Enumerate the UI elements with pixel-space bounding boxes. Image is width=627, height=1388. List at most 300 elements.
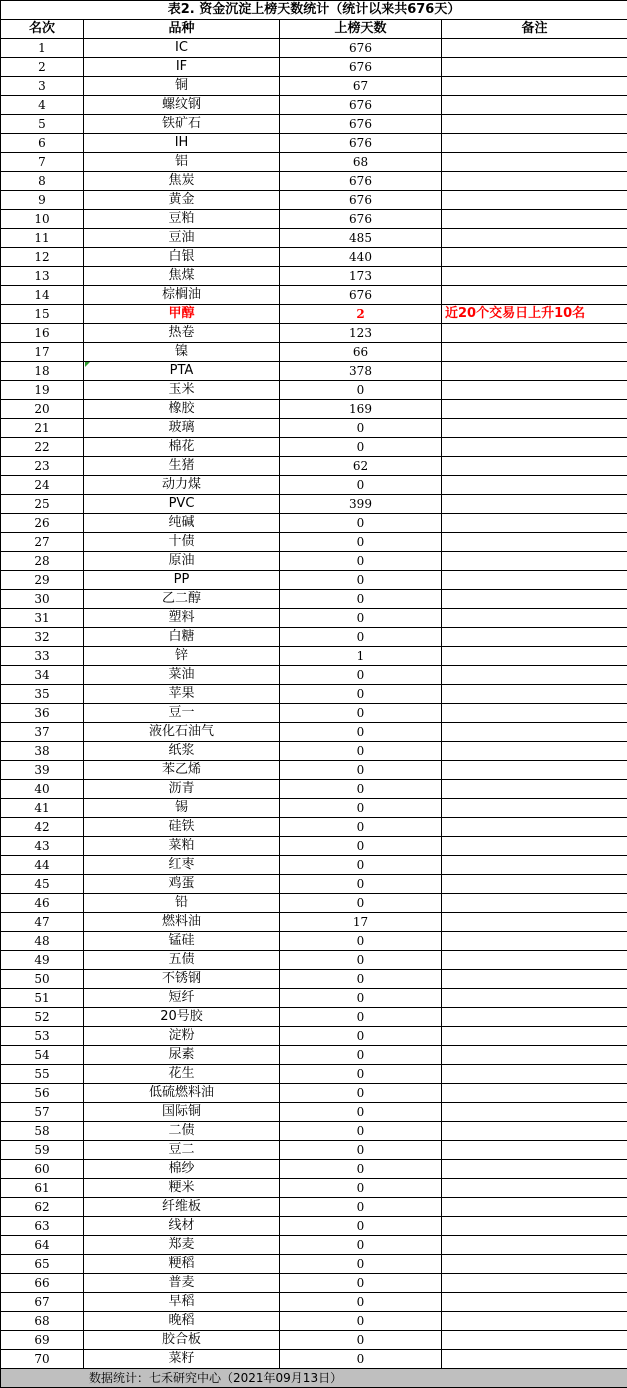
variety-cell: 粳米: [84, 1179, 280, 1198]
remark-cell: [442, 115, 627, 134]
variety-cell: 棉花: [84, 438, 280, 457]
remark-cell: [442, 533, 627, 552]
rank-cell: 38: [1, 742, 84, 761]
variety-cell: 铝: [84, 153, 280, 172]
rank-cell: 66: [1, 1274, 84, 1293]
rank-cell: 44: [1, 856, 84, 875]
days-cell: 0: [280, 1065, 442, 1084]
rank-cell: 9: [1, 191, 84, 210]
remark-cell: [442, 381, 627, 400]
variety-cell: 早稻: [84, 1293, 280, 1312]
rank-cell: 15: [1, 305, 84, 324]
variety-cell: 塑料: [84, 609, 280, 628]
table-row: [1, 400, 627, 419]
table-row: [1, 856, 627, 875]
variety-cell: 橡胶: [84, 400, 280, 419]
remark-cell: [442, 1103, 627, 1122]
variety-cell: 郑麦: [84, 1236, 280, 1255]
table-row: [1, 1141, 627, 1160]
rank-cell: 54: [1, 1046, 84, 1065]
remark-cell: [442, 343, 627, 362]
variety-cell: 甲醇: [84, 305, 280, 324]
table-row: [1, 742, 627, 761]
days-cell: 0: [280, 1179, 442, 1198]
rank-cell: 20: [1, 400, 84, 419]
remark-cell: [442, 96, 627, 115]
remark-cell: [442, 837, 627, 856]
table-row: [1, 514, 627, 533]
table-row: [1, 666, 627, 685]
rank-cell: 17: [1, 343, 84, 362]
days-cell: 0: [280, 970, 442, 989]
variety-cell: 晚稻: [84, 1312, 280, 1331]
table-row: [1, 248, 627, 267]
rank-cell: 50: [1, 970, 84, 989]
variety-cell: 纯碱: [84, 514, 280, 533]
variety-cell: 铅: [84, 894, 280, 913]
variety-cell: 螺纹钢: [84, 96, 280, 115]
table-row: [1, 951, 627, 970]
rank-cell: 6: [1, 134, 84, 153]
remark-cell: [442, 1046, 627, 1065]
rank-cell: 8: [1, 172, 84, 191]
days-cell: 62: [280, 457, 442, 476]
table-row: [1, 894, 627, 913]
remark-cell: [442, 799, 627, 818]
days-cell: 0: [280, 590, 442, 609]
variety-cell: 热卷: [84, 324, 280, 343]
remark-cell: [442, 210, 627, 229]
variety-cell: 十债: [84, 533, 280, 552]
remark-cell: [442, 1008, 627, 1027]
days-cell: 0: [280, 723, 442, 742]
days-cell: 0: [280, 1141, 442, 1160]
remark-cell: [442, 191, 627, 210]
rank-cell: 27: [1, 533, 84, 552]
table-row: [1, 343, 627, 362]
table-row: [1, 932, 627, 951]
days-cell: 485: [280, 229, 442, 248]
rank-cell: 34: [1, 666, 84, 685]
header-rank: 名次: [1, 20, 84, 39]
variety-cell: PP: [84, 571, 280, 590]
rank-cell: 70: [1, 1350, 84, 1369]
variety-cell: 粳稻: [84, 1255, 280, 1274]
table-row: [1, 1312, 627, 1331]
days-cell: 0: [280, 552, 442, 571]
days-cell: 0: [280, 1198, 442, 1217]
variety-cell: 白糖: [84, 628, 280, 647]
days-cell: 0: [280, 761, 442, 780]
remark-cell: [442, 1293, 627, 1312]
remark-cell: [442, 248, 627, 267]
remark-cell: [442, 989, 627, 1008]
days-cell: 0: [280, 818, 442, 837]
header-remark: 备注: [442, 20, 627, 39]
table-row: [1, 77, 627, 96]
table-row: [1, 286, 627, 305]
variety-cell: 胶合板: [84, 1331, 280, 1350]
remark-cell: [442, 590, 627, 609]
variety-cell: 尿素: [84, 1046, 280, 1065]
rank-cell: 39: [1, 761, 84, 780]
table-row: [1, 172, 627, 191]
rank-cell: 31: [1, 609, 84, 628]
days-cell: 0: [280, 1331, 442, 1350]
rank-cell: 25: [1, 495, 84, 514]
table-row: [1, 229, 627, 248]
rank-cell: 11: [1, 229, 84, 248]
rank-cell: 13: [1, 267, 84, 286]
days-cell: 0: [280, 1255, 442, 1274]
variety-cell: PVC: [84, 495, 280, 514]
variety-cell: 花生: [84, 1065, 280, 1084]
variety-cell: PTA: [84, 362, 280, 381]
remark-cell: [442, 495, 627, 514]
rank-cell: 61: [1, 1179, 84, 1198]
table-row: [1, 1236, 627, 1255]
remark-cell: [442, 1160, 627, 1179]
days-cell: 0: [280, 1217, 442, 1236]
remark-cell: [442, 571, 627, 590]
variety-cell: 铜: [84, 77, 280, 96]
variety-cell: 纤维板: [84, 1198, 280, 1217]
days-cell: 0: [280, 438, 442, 457]
rank-cell: 2: [1, 58, 84, 77]
remark-cell: [442, 552, 627, 571]
rank-cell: 16: [1, 324, 84, 343]
remark-cell: [442, 400, 627, 419]
variety-cell: 不锈钢: [84, 970, 280, 989]
days-cell: 0: [280, 1312, 442, 1331]
days-cell: 0: [280, 533, 442, 552]
table-row: [1, 1103, 627, 1122]
rank-cell: 23: [1, 457, 84, 476]
variety-cell: 焦炭: [84, 172, 280, 191]
days-cell: 0: [280, 514, 442, 533]
table-row: [1, 419, 627, 438]
days-cell: 676: [280, 191, 442, 210]
days-cell: 0: [280, 1027, 442, 1046]
rank-cell: 18: [1, 362, 84, 381]
variety-cell: 白银: [84, 248, 280, 267]
remark-cell: [442, 704, 627, 723]
days-cell: 0: [280, 1293, 442, 1312]
days-cell: 0: [280, 419, 442, 438]
rank-cell: 29: [1, 571, 84, 590]
rank-cell: 43: [1, 837, 84, 856]
remark-cell: [442, 628, 627, 647]
days-cell: 66: [280, 343, 442, 362]
remark-cell: [442, 1350, 627, 1369]
days-cell: 676: [280, 172, 442, 191]
remark-cell: [442, 1179, 627, 1198]
table-row: [1, 1065, 627, 1084]
rank-cell: 22: [1, 438, 84, 457]
table-title-row: [1, 1, 627, 20]
days-cell: 0: [280, 571, 442, 590]
table-row: [1, 495, 627, 514]
remark-cell: [442, 609, 627, 628]
remark-cell: [442, 1312, 627, 1331]
variety-cell: 豆二: [84, 1141, 280, 1160]
rank-cell: 35: [1, 685, 84, 704]
rank-cell: 49: [1, 951, 84, 970]
remark-cell: [442, 134, 627, 153]
rank-cell: 45: [1, 875, 84, 894]
variety-cell: 豆一: [84, 704, 280, 723]
table-row: [1, 210, 627, 229]
rank-cell: 46: [1, 894, 84, 913]
variety-cell: 棉纱: [84, 1160, 280, 1179]
variety-cell: 豆油: [84, 229, 280, 248]
table-row: [1, 39, 627, 58]
days-cell: 0: [280, 989, 442, 1008]
remark-cell: [442, 1122, 627, 1141]
rank-cell: 62: [1, 1198, 84, 1217]
days-cell: 173: [280, 267, 442, 286]
variety-cell: 菜油: [84, 666, 280, 685]
table-row: [1, 647, 627, 666]
variety-cell: 原油: [84, 552, 280, 571]
days-cell: 676: [280, 39, 442, 58]
rank-cell: 24: [1, 476, 84, 495]
rank-cell: 26: [1, 514, 84, 533]
table-row: [1, 1350, 627, 1369]
variety-cell: 线材: [84, 1217, 280, 1236]
rank-cell: 55: [1, 1065, 84, 1084]
days-cell: 2: [280, 305, 442, 324]
table-row: [1, 457, 627, 476]
table-row: [1, 115, 627, 134]
remark-cell: [442, 438, 627, 457]
rank-cell: 41: [1, 799, 84, 818]
table-row: [1, 191, 627, 210]
table-row: [1, 704, 627, 723]
remark-cell: [442, 932, 627, 951]
remark-cell: [442, 1217, 627, 1236]
variety-cell: 二债: [84, 1122, 280, 1141]
remark-cell: [442, 229, 627, 248]
remark-cell: [442, 39, 627, 58]
variety-cell: 锰硅: [84, 932, 280, 951]
variety-cell: 黄金: [84, 191, 280, 210]
variety-cell: IF: [84, 58, 280, 77]
rank-cell: 1: [1, 39, 84, 58]
days-cell: 1: [280, 647, 442, 666]
table-row: [1, 476, 627, 495]
remark-cell: [442, 1084, 627, 1103]
rank-cell: 65: [1, 1255, 84, 1274]
variety-cell: 低硫燃料油: [84, 1084, 280, 1103]
days-cell: 0: [280, 1160, 442, 1179]
table-row: [1, 1255, 627, 1274]
remark-cell: 近20个交易日上升10名: [442, 305, 627, 324]
footer-row: [1, 1369, 627, 1388]
remark-cell: [442, 1236, 627, 1255]
rank-cell: 42: [1, 818, 84, 837]
rank-cell: 28: [1, 552, 84, 571]
days-cell: 17: [280, 913, 442, 932]
days-cell: 0: [280, 894, 442, 913]
days-cell: 676: [280, 210, 442, 229]
variety-cell: 五债: [84, 951, 280, 970]
days-cell: 676: [280, 58, 442, 77]
table-row: [1, 780, 627, 799]
table-row: [1, 1160, 627, 1179]
variety-cell: 锡: [84, 799, 280, 818]
days-cell: 0: [280, 837, 442, 856]
variety-cell: 20号胶: [84, 1008, 280, 1027]
variety-cell: 棕榈油: [84, 286, 280, 305]
variety-cell: 液化石油气: [84, 723, 280, 742]
rank-cell: 68: [1, 1312, 84, 1331]
remark-cell: [442, 514, 627, 533]
remark-cell: [442, 780, 627, 799]
rank-cell: 60: [1, 1160, 84, 1179]
rank-cell: 3: [1, 77, 84, 96]
table-row: [1, 438, 627, 457]
remark-cell: [442, 894, 627, 913]
variety-cell: 豆粕: [84, 210, 280, 229]
remark-cell: [442, 153, 627, 172]
rank-cell: 40: [1, 780, 84, 799]
rank-cell: 59: [1, 1141, 84, 1160]
remark-cell: [442, 476, 627, 495]
rank-cell: 69: [1, 1331, 84, 1350]
remark-cell: [442, 1331, 627, 1350]
table-row: [1, 1274, 627, 1293]
table-row: [1, 1046, 627, 1065]
rank-cell: 19: [1, 381, 84, 400]
variety-cell: IH: [84, 134, 280, 153]
variety-cell: 鸡蛋: [84, 875, 280, 894]
rank-cell: 48: [1, 932, 84, 951]
days-cell: 676: [280, 286, 442, 305]
days-cell: 676: [280, 96, 442, 115]
footer-source-note: 数据统计：七禾研究中心（2021年09月13日）: [1, 1369, 627, 1388]
variety-cell: 生猪: [84, 457, 280, 476]
table-row: [1, 1122, 627, 1141]
remark-cell: [442, 172, 627, 191]
table-row: [1, 305, 627, 324]
days-cell: 0: [280, 1274, 442, 1293]
days-cell: 0: [280, 1122, 442, 1141]
table-row: [1, 96, 627, 115]
header-days: 上榜天数: [280, 20, 442, 39]
days-cell: 0: [280, 609, 442, 628]
table-row: [1, 628, 627, 647]
remark-cell: [442, 951, 627, 970]
header-row: [1, 20, 627, 39]
rank-cell: 5: [1, 115, 84, 134]
table-row: [1, 761, 627, 780]
rank-cell: 30: [1, 590, 84, 609]
days-cell: 0: [280, 1236, 442, 1255]
table-row: [1, 1293, 627, 1312]
rank-cell: 58: [1, 1122, 84, 1141]
days-cell: 169: [280, 400, 442, 419]
rank-cell: 56: [1, 1084, 84, 1103]
rank-cell: 57: [1, 1103, 84, 1122]
remark-cell: [442, 666, 627, 685]
days-cell: 123: [280, 324, 442, 343]
remark-cell: [442, 1141, 627, 1160]
rank-cell: 52: [1, 1008, 84, 1027]
remark-cell: [442, 723, 627, 742]
variety-cell: 苹果: [84, 685, 280, 704]
days-cell: 0: [280, 704, 442, 723]
days-cell: 0: [280, 628, 442, 647]
days-cell: 0: [280, 799, 442, 818]
rank-cell: 37: [1, 723, 84, 742]
variety-cell: 菜籽: [84, 1350, 280, 1369]
remark-cell: [442, 1065, 627, 1084]
days-cell: 68: [280, 153, 442, 172]
variety-cell: 普麦: [84, 1274, 280, 1293]
table-row: [1, 590, 627, 609]
remark-cell: [442, 1274, 627, 1293]
table-row: [1, 875, 627, 894]
days-cell: 0: [280, 856, 442, 875]
remark-cell: [442, 77, 627, 96]
table-row: [1, 970, 627, 989]
table-row: [1, 58, 627, 77]
table-title: 表2. 资金沉淀上榜天数统计（统计以来共676天）: [1, 1, 627, 20]
variety-cell: 燃料油: [84, 913, 280, 932]
variety-cell: 淀粉: [84, 1027, 280, 1046]
days-cell: 0: [280, 742, 442, 761]
days-cell: 0: [280, 951, 442, 970]
days-cell: 440: [280, 248, 442, 267]
remark-cell: [442, 457, 627, 476]
table-row: [1, 1084, 627, 1103]
days-cell: 0: [280, 1103, 442, 1122]
days-cell: 67: [280, 77, 442, 96]
table-row: [1, 153, 627, 172]
rank-cell: 64: [1, 1236, 84, 1255]
days-cell: 676: [280, 115, 442, 134]
days-cell: 0: [280, 381, 442, 400]
remark-cell: [442, 419, 627, 438]
days-cell: 0: [280, 1350, 442, 1369]
table-row: [1, 533, 627, 552]
rank-cell: 14: [1, 286, 84, 305]
variety-cell: 短纤: [84, 989, 280, 1008]
variety-cell: 国际铜: [84, 1103, 280, 1122]
rank-cell: 53: [1, 1027, 84, 1046]
remark-cell: [442, 856, 627, 875]
days-cell: 0: [280, 932, 442, 951]
table-row: [1, 267, 627, 286]
rank-cell: 51: [1, 989, 84, 1008]
days-cell: 676: [280, 134, 442, 153]
rank-cell: 21: [1, 419, 84, 438]
table-row: [1, 837, 627, 856]
table-row: [1, 685, 627, 704]
table-row: [1, 1027, 627, 1046]
rank-cell: 10: [1, 210, 84, 229]
days-cell: 0: [280, 1008, 442, 1027]
header-variety: 品种: [84, 20, 280, 39]
table-row: [1, 381, 627, 400]
table-row: [1, 1179, 627, 1198]
rank-cell: 33: [1, 647, 84, 666]
variety-cell: 硅铁: [84, 818, 280, 837]
table-row: [1, 552, 627, 571]
variety-cell: 玻璃: [84, 419, 280, 438]
days-cell: 0: [280, 780, 442, 799]
